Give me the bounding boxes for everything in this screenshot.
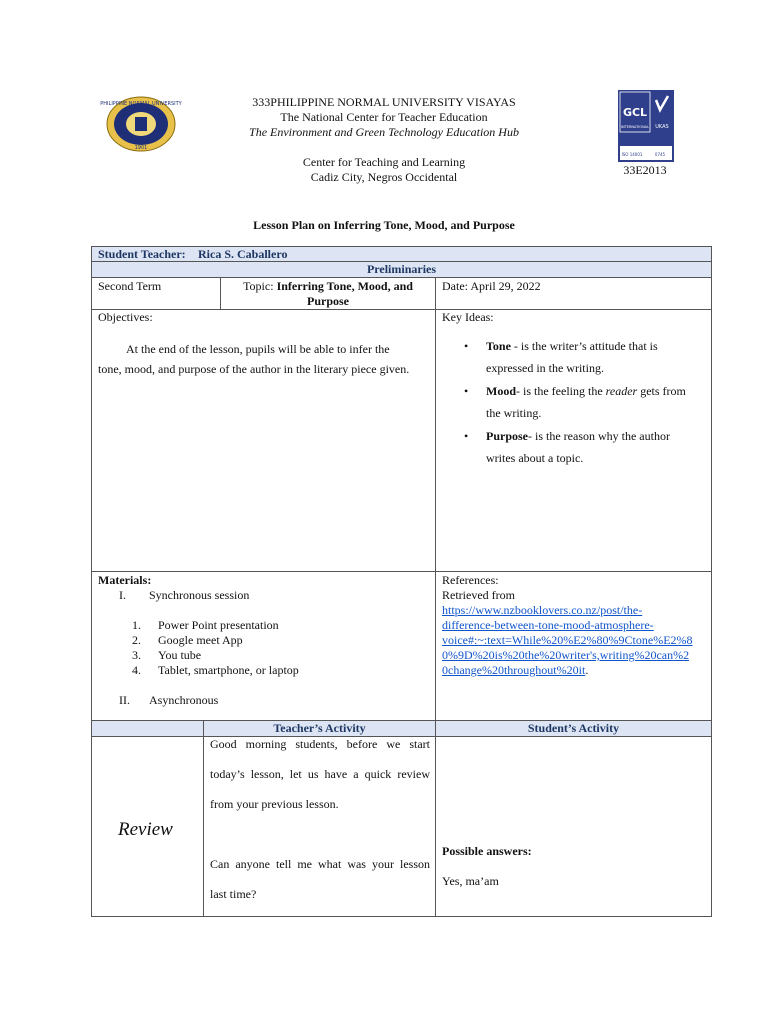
svg-text:GCL: GCL xyxy=(622,106,648,119)
svg-text:ISO 14001: ISO 14001 xyxy=(621,152,643,157)
references-retrieved: Retrieved from xyxy=(442,588,515,602)
reference-link[interactable]: https://www.nzbooklovers.co.nz/post/the- difference-between-tone-mood-atmosphere- voice#:~:text=While%20%E2%80%9Ctone%E2%8 0%9D%20is%20the%20writer's,writing%20can%2 0change%20throughout%20it. xyxy=(442,603,710,678)
material-item: You tube xyxy=(158,648,202,662)
student-review-cell xyxy=(435,736,712,917)
students-activity-header: Student’s Activity xyxy=(435,720,712,737)
bullet-icon: • xyxy=(464,339,469,353)
materials-sync-num: I. xyxy=(119,588,126,602)
materials-async-num: II. xyxy=(119,693,130,707)
bullet-icon: • xyxy=(464,429,469,443)
objectives-label: Objectives: xyxy=(98,310,153,324)
header-university: 333PHILIPPINE NORMAL UNIVERSITY VISAYAS xyxy=(252,95,516,109)
term-label: Second Term xyxy=(98,279,162,293)
date-cell xyxy=(435,277,712,310)
topic-label: Topic: xyxy=(243,279,274,293)
teachers-activity-header: Teacher’s Activity xyxy=(203,720,436,737)
teacher-review-text: Good morning students, before we start xyxy=(210,737,430,751)
material-item: Google meet App xyxy=(158,633,243,647)
reference-link-line[interactable]: voice#:~:text=While%20%E2%80%9Ctone%E2%8 xyxy=(442,633,693,647)
reference-link-line[interactable]: difference-between-tone-mood-atmosphere- xyxy=(442,618,654,632)
certificate-code: 33E2013 xyxy=(623,163,667,177)
review-label: Review xyxy=(118,819,173,840)
key-ideas-cell xyxy=(435,309,712,572)
key-ideas-label: Key Ideas: xyxy=(442,310,494,324)
lesson-plan-title: Lesson Plan on Inferring Tone, Mood, and Purpose xyxy=(253,218,515,232)
objectives-cell xyxy=(91,309,436,572)
student-teacher-row xyxy=(91,246,712,262)
teacher-review-cell: Good morning students, before we start today’s lesson, let us have a quick review from your previous lesson. Can anyone tell me what was your lesson last time? xyxy=(203,736,436,917)
reference-link-line[interactable]: https://www.nzbooklovers.co.nz/post/the- xyxy=(442,603,643,617)
material-item: Power Point presentation xyxy=(158,618,279,632)
activity-header-blank xyxy=(91,720,204,737)
references-label: References: xyxy=(442,573,499,587)
header-center: Center for Teaching and Learning xyxy=(302,155,466,169)
possible-answers-label: Possible answers: xyxy=(442,844,532,858)
objectives-line-2: tone, mood, and purpose of the author in the literary piece given. xyxy=(98,362,410,376)
topic-cell xyxy=(220,277,436,310)
key-ideas-list xyxy=(436,335,706,470)
header-national-center: The National Center for Teacher Education xyxy=(280,110,488,124)
lesson-date: Date: April 29, 2022 xyxy=(442,279,541,293)
materials-async: Asynchronous xyxy=(149,693,219,707)
material-item: Tablet, smartphone, or laptop xyxy=(158,663,299,677)
materials-sync: Synchronous session xyxy=(149,588,250,602)
bullet-icon: • xyxy=(464,384,469,398)
student-teacher-label: Student Teacher: xyxy=(98,247,186,261)
header-hub: The Environment and Green Technology Education Hub xyxy=(249,125,519,139)
material-num: 2. xyxy=(132,633,141,647)
material-num: 4. xyxy=(132,663,141,677)
header-location: Cadiz City, Negros Occidental xyxy=(310,170,458,184)
preliminaries-label: Preliminaries xyxy=(366,262,437,276)
objectives-text xyxy=(98,339,428,379)
materials-cell xyxy=(91,571,436,721)
key-idea-purpose: • Purpose- is the reason why the author writes about a topic. xyxy=(436,425,706,469)
materials-label: Materials: xyxy=(98,573,152,587)
key-idea-tone: • Tone - is the writer’s attitude that is expressed in the writing. xyxy=(436,335,706,379)
topic-value-purpose: Purpose xyxy=(307,294,349,308)
reference-link-line[interactable]: 0change%20throughout%20it xyxy=(442,663,586,677)
preliminaries-band xyxy=(91,261,712,278)
gcl-certification-logo xyxy=(618,90,674,162)
term-cell xyxy=(91,277,221,310)
reference-link-line[interactable]: 0%9D%20is%20the%20writer's,writing%20can%2 xyxy=(442,648,690,662)
answer-1: Yes, ma’am xyxy=(442,874,499,888)
material-num: 1. xyxy=(132,618,141,632)
svg-text:INTERNATIONAL: INTERNATIONAL xyxy=(620,125,650,129)
review-cell xyxy=(91,736,204,917)
key-idea-mood: • Mood- is the feeling the reader gets from the writing. xyxy=(436,380,706,424)
topic-value: Inferring Tone, Mood, and xyxy=(276,279,413,293)
svg-text:PHILIPPINE NORMAL UNIVERSITY: PHILIPPINE NORMAL UNIVERSITY xyxy=(100,101,182,107)
material-num: 3. xyxy=(132,648,141,662)
references-cell xyxy=(435,571,712,721)
student-teacher-name: Rica S. Caballero xyxy=(198,247,288,261)
svg-text:0745: 0745 xyxy=(654,152,666,157)
objectives-line-1: At the end of the lesson, pupils will be able to infer the xyxy=(126,342,390,356)
svg-text:1901: 1901 xyxy=(134,145,148,151)
svg-text:UKAS: UKAS xyxy=(655,124,669,130)
